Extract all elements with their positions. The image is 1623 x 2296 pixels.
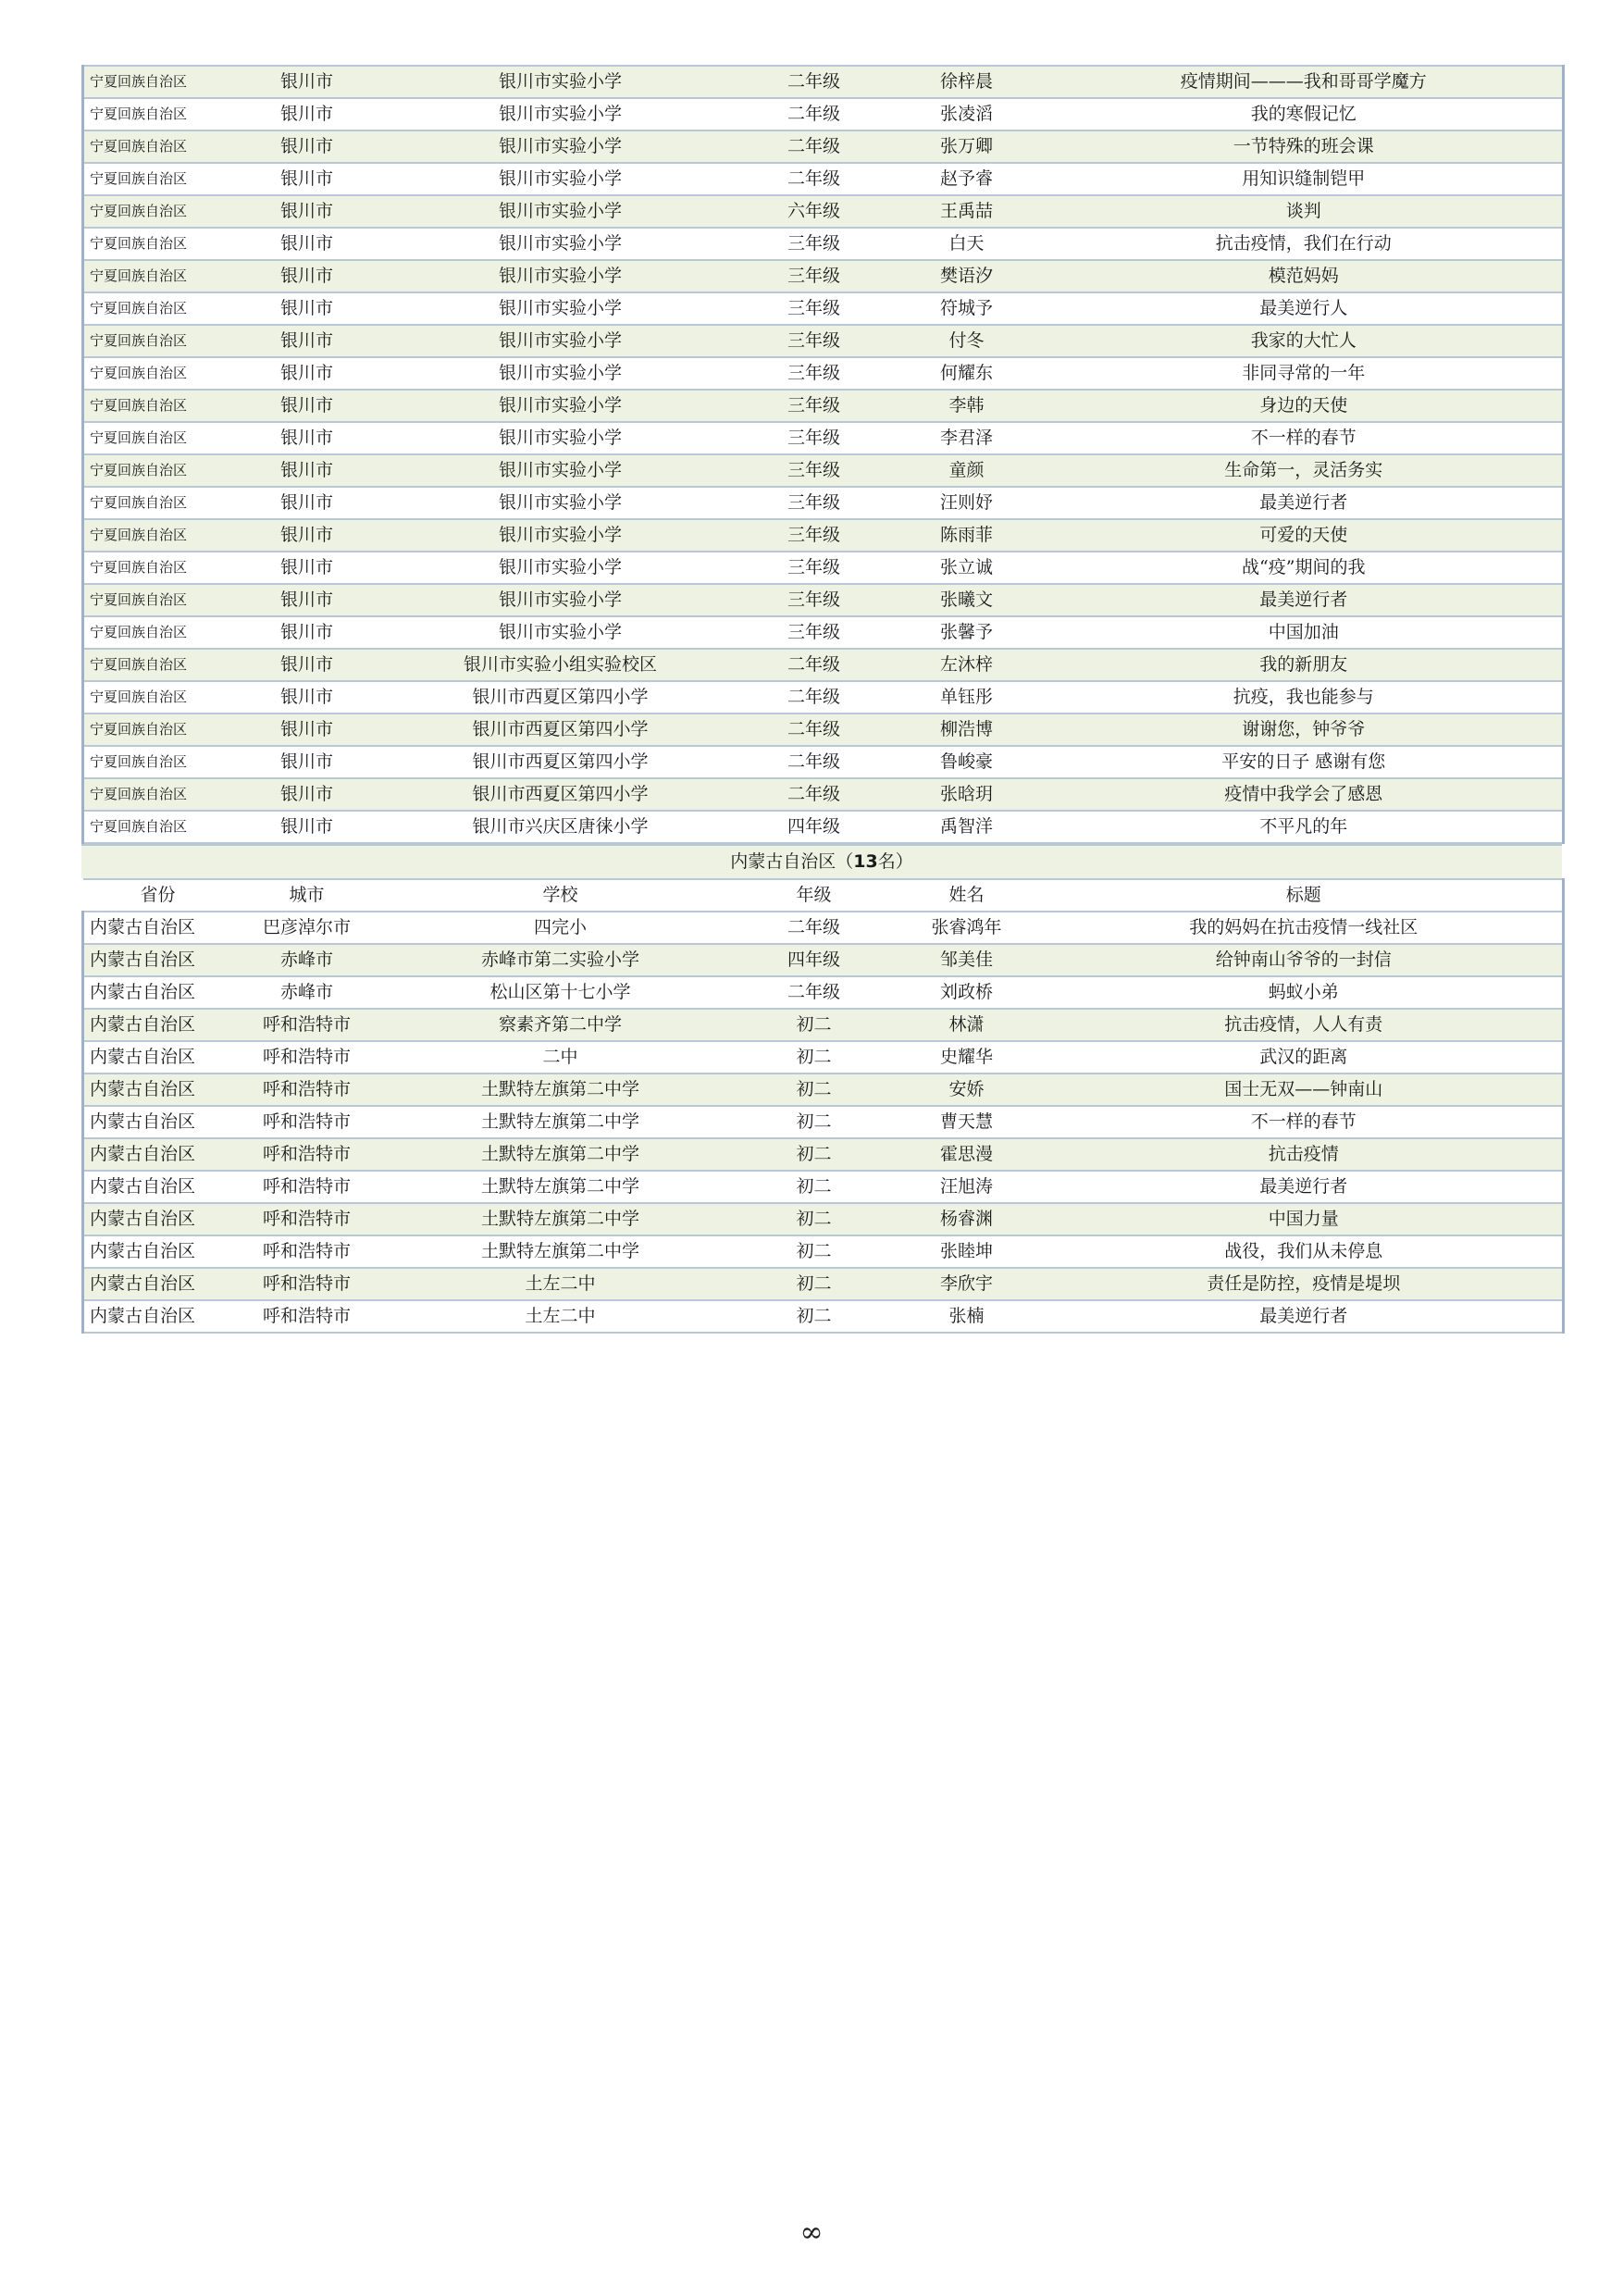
cell-city: 银川市 [233, 66, 381, 98]
table-row [83, 912, 1564, 944]
cell-city: 银川市 [233, 422, 381, 454]
cell-school: 二中 [381, 1041, 740, 1074]
cell-grade: 初二 [740, 1235, 888, 1268]
cell-city: 银川市 [233, 616, 381, 649]
cell-name: 左沐梓 [888, 649, 1046, 681]
cell-name: 张凌滔 [888, 98, 1046, 130]
table-row [83, 1235, 1564, 1268]
table-row [83, 714, 1564, 746]
cell-school: 银川市实验小学 [381, 584, 740, 616]
cell-province: 宁夏回族自治区 [83, 325, 233, 357]
header-province: 省份 [83, 879, 233, 912]
cell-city: 呼和浩特市 [233, 1300, 381, 1333]
cell-title: 战“疫”期间的我 [1046, 552, 1564, 584]
cell-school: 银川市实验小学 [381, 130, 740, 163]
cell-school: 土默特左旗第二中学 [381, 1138, 740, 1171]
cell-grade: 初二 [740, 1041, 888, 1074]
cell-name: 张睿鸿年 [888, 912, 1046, 944]
cell-school: 土默特左旗第二中学 [381, 1106, 740, 1138]
cell-school: 银川市实验小学 [381, 66, 740, 98]
cell-grade: 四年级 [740, 811, 888, 843]
cell-grade: 二年级 [740, 649, 888, 681]
cell-title: 给钟南山爷爷的一封信 [1046, 944, 1564, 976]
cell-title: 平安的日子 感谢有您 [1046, 746, 1564, 778]
table-row [83, 778, 1564, 811]
cell-province: 宁夏回族自治区 [83, 746, 233, 778]
cell-city: 银川市 [233, 357, 381, 390]
cell-province: 宁夏回族自治区 [83, 649, 233, 681]
table-row [83, 552, 1564, 584]
cell-title: 中国力量 [1046, 1203, 1564, 1235]
cell-city: 呼和浩特市 [233, 1009, 381, 1041]
cell-grade: 三年级 [740, 552, 888, 584]
cell-province: 内蒙古自治区 [83, 1138, 233, 1171]
cell-name: 童颜 [888, 454, 1046, 487]
cell-school: 银川市西夏区第四小学 [381, 746, 740, 778]
cell-province: 宁夏回族自治区 [83, 811, 233, 843]
cell-title: 不一样的春节 [1046, 422, 1564, 454]
cell-name: 汪旭涛 [888, 1171, 1046, 1203]
cell-title: 最美逆行者 [1046, 1300, 1564, 1333]
section-title-neimenggu [81, 844, 1562, 878]
cell-city: 呼和浩特市 [233, 1074, 381, 1106]
cell-name: 张睦坤 [888, 1235, 1046, 1268]
cell-grade: 初二 [740, 1106, 888, 1138]
cell-school: 银川市实验小学 [381, 422, 740, 454]
cell-grade: 三年级 [740, 487, 888, 519]
cell-city: 银川市 [233, 390, 381, 422]
cell-city: 银川市 [233, 130, 381, 163]
table-row [83, 616, 1564, 649]
cell-province: 内蒙古自治区 [83, 944, 233, 976]
cell-title: 我的寒假记忆 [1046, 98, 1564, 130]
header-city: 城市 [233, 879, 381, 912]
table-row [83, 98, 1564, 130]
table-row [83, 422, 1564, 454]
cell-city: 银川市 [233, 811, 381, 843]
cell-name: 符城予 [888, 292, 1046, 325]
cell-grade: 二年级 [740, 912, 888, 944]
table-row [83, 976, 1564, 1009]
cell-school: 银川市实验小学 [381, 357, 740, 390]
cell-name: 刘政桥 [888, 976, 1046, 1009]
cell-title: 国士无双——钟南山 [1046, 1074, 1564, 1106]
table-row [83, 325, 1564, 357]
cell-school: 银川市实验小学 [381, 228, 740, 260]
cell-school: 银川市实验小学 [381, 487, 740, 519]
cell-city: 银川市 [233, 487, 381, 519]
cell-grade: 二年级 [740, 66, 888, 98]
table-row [83, 260, 1564, 292]
cell-grade: 四年级 [740, 944, 888, 976]
cell-name: 邹美佳 [888, 944, 1046, 976]
cell-name: 张晗玥 [888, 778, 1046, 811]
cell-grade: 初二 [740, 1009, 888, 1041]
table-row [83, 228, 1564, 260]
cell-grade: 二年级 [740, 130, 888, 163]
cell-province: 内蒙古自治区 [83, 912, 233, 944]
cell-title: 一节特殊的班会课 [1046, 130, 1564, 163]
cell-name: 张万卿 [888, 130, 1046, 163]
cell-name: 何耀东 [888, 357, 1046, 390]
cell-grade: 初二 [740, 1268, 888, 1300]
section-title-count: 13 [853, 851, 878, 872]
cell-title: 抗击疫情，人人有责 [1046, 1009, 1564, 1041]
cell-province: 宁夏回族自治区 [83, 228, 233, 260]
cell-grade: 二年级 [740, 778, 888, 811]
cell-province: 内蒙古自治区 [83, 1074, 233, 1106]
cell-city: 银川市 [233, 228, 381, 260]
cell-city: 银川市 [233, 714, 381, 746]
cell-province: 宁夏回族自治区 [83, 616, 233, 649]
cell-title: 抗击疫情 [1046, 1138, 1564, 1171]
header-grade: 年级 [740, 879, 888, 912]
cell-title: 模范妈妈 [1046, 260, 1564, 292]
cell-title: 武汉的距离 [1046, 1041, 1564, 1074]
cell-name: 曹天慧 [888, 1106, 1046, 1138]
cell-title: 疫情中我学会了感恩 [1046, 778, 1564, 811]
cell-province: 宁夏回族自治区 [83, 681, 233, 714]
cell-city: 呼和浩特市 [233, 1171, 381, 1203]
cell-school: 银川市实验小学 [381, 98, 740, 130]
cell-province: 内蒙古自治区 [83, 1106, 233, 1138]
cell-school: 土左二中 [381, 1300, 740, 1333]
cell-name: 史耀华 [888, 1041, 1046, 1074]
table-row [83, 292, 1564, 325]
cell-province: 内蒙古自治区 [83, 976, 233, 1009]
table-row [83, 487, 1564, 519]
cell-province: 宁夏回族自治区 [83, 422, 233, 454]
cell-school: 银川市实验小学 [381, 325, 740, 357]
cell-school: 赤峰市第二实验小学 [381, 944, 740, 976]
cell-grade: 六年级 [740, 195, 888, 228]
cell-title: 不一样的春节 [1046, 1106, 1564, 1138]
cell-city: 呼和浩特市 [233, 1235, 381, 1268]
cell-province: 宁夏回族自治区 [83, 260, 233, 292]
cell-school: 银川市实验小学 [381, 552, 740, 584]
cell-name: 张楠 [888, 1300, 1046, 1333]
table-row [83, 944, 1564, 976]
cell-school: 银川市实验小学 [381, 390, 740, 422]
table-row [83, 1138, 1564, 1171]
cell-grade: 三年级 [740, 292, 888, 325]
cell-school: 银川市实验小学 [381, 616, 740, 649]
neimenggu-table [81, 878, 1565, 1334]
cell-school: 银川市实验小组实验校区 [381, 649, 740, 681]
table-row [83, 130, 1564, 163]
cell-province: 宁夏回族自治区 [83, 519, 233, 552]
cell-title: 最美逆行人 [1046, 292, 1564, 325]
cell-province: 内蒙古自治区 [83, 1268, 233, 1300]
cell-name: 杨睿渊 [888, 1203, 1046, 1235]
cell-title: 生命第一，灵活务实 [1046, 454, 1564, 487]
table-row [83, 195, 1564, 228]
cell-school: 银川市实验小学 [381, 260, 740, 292]
cell-province: 宁夏回族自治区 [83, 163, 233, 195]
cell-name: 林潇 [888, 1009, 1046, 1041]
table-row [83, 163, 1564, 195]
cell-city: 银川市 [233, 454, 381, 487]
cell-title: 中国加油 [1046, 616, 1564, 649]
cell-grade: 三年级 [740, 454, 888, 487]
cell-city: 银川市 [233, 584, 381, 616]
cell-name: 安娇 [888, 1074, 1046, 1106]
table-row [83, 357, 1564, 390]
table-row [83, 1106, 1564, 1138]
cell-name: 王禹喆 [888, 195, 1046, 228]
cell-province: 宁夏回族自治区 [83, 292, 233, 325]
cell-province: 内蒙古自治区 [83, 1171, 233, 1203]
cell-province: 宁夏回族自治区 [83, 487, 233, 519]
cell-name: 张馨予 [888, 616, 1046, 649]
cell-name: 柳浩博 [888, 714, 1046, 746]
cell-province: 宁夏回族自治区 [83, 778, 233, 811]
cell-title: 我的新朋友 [1046, 649, 1564, 681]
cell-school: 四完小 [381, 912, 740, 944]
cell-grade: 初二 [740, 1138, 888, 1171]
cell-grade: 二年级 [740, 681, 888, 714]
cell-title: 谢谢您，钟爷爷 [1046, 714, 1564, 746]
cell-title: 不平凡的年 [1046, 811, 1564, 843]
cell-school: 银川市实验小学 [381, 163, 740, 195]
cell-city: 银川市 [233, 98, 381, 130]
cell-province: 宁夏回族自治区 [83, 714, 233, 746]
cell-title: 蚂蚁小弟 [1046, 976, 1564, 1009]
cell-province: 宁夏回族自治区 [83, 195, 233, 228]
table-row [83, 1009, 1564, 1041]
table-row [83, 1300, 1564, 1333]
cell-name: 汪则妤 [888, 487, 1046, 519]
cell-city: 银川市 [233, 778, 381, 811]
cell-city: 呼和浩特市 [233, 1041, 381, 1074]
cell-school: 土默特左旗第二中学 [381, 1171, 740, 1203]
cell-city: 呼和浩特市 [233, 1203, 381, 1235]
cell-title: 我的妈妈在抗击疫情一线社区 [1046, 912, 1564, 944]
table-row [83, 1074, 1564, 1106]
cell-province: 宁夏回族自治区 [83, 66, 233, 98]
cell-name: 李欣宇 [888, 1268, 1046, 1300]
table-row [83, 66, 1564, 98]
table-row [83, 390, 1564, 422]
header-row [83, 879, 1564, 912]
table-row [83, 1268, 1564, 1300]
cell-title: 谈判 [1046, 195, 1564, 228]
cell-province: 宁夏回族自治区 [83, 454, 233, 487]
table-row [83, 649, 1564, 681]
cell-province: 宁夏回族自治区 [83, 390, 233, 422]
cell-name: 白天 [888, 228, 1046, 260]
cell-grade: 三年级 [740, 357, 888, 390]
cell-city: 银川市 [233, 552, 381, 584]
cell-name: 李君泽 [888, 422, 1046, 454]
cell-province: 内蒙古自治区 [83, 1041, 233, 1074]
cell-province: 宁夏回族自治区 [83, 130, 233, 163]
cell-grade: 三年级 [740, 228, 888, 260]
cell-title: 战役，我们从未停息 [1046, 1235, 1564, 1268]
cell-grade: 三年级 [740, 260, 888, 292]
cell-city: 银川市 [233, 746, 381, 778]
cell-grade: 二年级 [740, 746, 888, 778]
cell-title: 最美逆行者 [1046, 1171, 1564, 1203]
cell-province: 宁夏回族自治区 [83, 98, 233, 130]
cell-grade: 二年级 [740, 714, 888, 746]
cell-school: 察素齐第二中学 [381, 1009, 740, 1041]
table-row [83, 1041, 1564, 1074]
cell-city: 赤峰市 [233, 944, 381, 976]
cell-title: 最美逆行者 [1046, 487, 1564, 519]
ningxia-table [81, 65, 1565, 844]
cell-name: 付冬 [888, 325, 1046, 357]
cell-name: 李韩 [888, 390, 1046, 422]
cell-city: 银川市 [233, 163, 381, 195]
cell-grade: 三年级 [740, 616, 888, 649]
cell-city: 呼和浩特市 [233, 1106, 381, 1138]
cell-grade: 初二 [740, 1074, 888, 1106]
cell-title: 非同寻常的一年 [1046, 357, 1564, 390]
neimenggu-table-body [83, 879, 1564, 1333]
cell-title: 疫情期间———我和哥哥学魔方 [1046, 66, 1564, 98]
cell-grade: 二年级 [740, 98, 888, 130]
cell-name: 禹智洋 [888, 811, 1046, 843]
cell-grade: 三年级 [740, 390, 888, 422]
cell-city: 呼和浩特市 [233, 1138, 381, 1171]
cell-title: 可爱的天使 [1046, 519, 1564, 552]
header-name: 姓名 [888, 879, 1046, 912]
cell-name: 张曦文 [888, 584, 1046, 616]
cell-city: 银川市 [233, 519, 381, 552]
cell-title: 抗击疫情，我们在行动 [1046, 228, 1564, 260]
cell-name: 陈雨菲 [888, 519, 1046, 552]
cell-province: 内蒙古自治区 [83, 1300, 233, 1333]
cell-title: 用知识缝制铠甲 [1046, 163, 1564, 195]
cell-city: 银川市 [233, 292, 381, 325]
section-title-prefix: 内蒙古自治区（ [730, 851, 854, 872]
cell-city: 银川市 [233, 195, 381, 228]
cell-school: 松山区第十七小学 [381, 976, 740, 1009]
cell-grade: 三年级 [740, 422, 888, 454]
table-row [83, 584, 1564, 616]
table-row [83, 1171, 1564, 1203]
cell-grade: 三年级 [740, 584, 888, 616]
cell-city: 银川市 [233, 325, 381, 357]
cell-province: 内蒙古自治区 [83, 1009, 233, 1041]
cell-province: 宁夏回族自治区 [83, 584, 233, 616]
cell-school: 银川市实验小学 [381, 195, 740, 228]
cell-province: 宁夏回族自治区 [83, 357, 233, 390]
section-title-suffix: 名） [877, 851, 913, 872]
cell-school: 土左二中 [381, 1268, 740, 1300]
cell-grade: 初二 [740, 1300, 888, 1333]
cell-title: 最美逆行者 [1046, 584, 1564, 616]
ningxia-table-body [83, 66, 1564, 843]
table-row [83, 811, 1564, 843]
cell-name: 樊语汐 [888, 260, 1046, 292]
cell-school: 银川市实验小学 [381, 454, 740, 487]
cell-grade: 二年级 [740, 976, 888, 1009]
cell-school: 土默特左旗第二中学 [381, 1235, 740, 1268]
cell-province: 内蒙古自治区 [83, 1203, 233, 1235]
cell-school: 银川市西夏区第四小学 [381, 714, 740, 746]
cell-school: 银川市西夏区第四小学 [381, 778, 740, 811]
cell-grade: 三年级 [740, 519, 888, 552]
cell-grade: 三年级 [740, 325, 888, 357]
cell-city: 银川市 [233, 681, 381, 714]
cell-name: 单钰彤 [888, 681, 1046, 714]
cell-school: 土默特左旗第二中学 [381, 1074, 740, 1106]
cell-school: 银川市兴庆区唐徕小学 [381, 811, 740, 843]
cell-title: 我家的大忙人 [1046, 325, 1564, 357]
cell-title: 责任是防控，疫情是堤坝 [1046, 1268, 1564, 1300]
cell-city: 银川市 [233, 260, 381, 292]
cell-title: 身边的天使 [1046, 390, 1564, 422]
cell-school: 银川市实验小学 [381, 292, 740, 325]
page-number: ∞ [799, 2216, 824, 2249]
cell-city: 银川市 [233, 649, 381, 681]
cell-name: 霍思漫 [888, 1138, 1046, 1171]
cell-school: 银川市西夏区第四小学 [381, 681, 740, 714]
table-row [83, 681, 1564, 714]
cell-school: 土默特左旗第二中学 [381, 1203, 740, 1235]
cell-city: 呼和浩特市 [233, 1268, 381, 1300]
cell-province: 宁夏回族自治区 [83, 552, 233, 584]
cell-name: 徐梓晨 [888, 66, 1046, 98]
table-row [83, 746, 1564, 778]
cell-grade: 初二 [740, 1203, 888, 1235]
cell-grade: 二年级 [740, 163, 888, 195]
cell-city: 巴彦淖尔市 [233, 912, 381, 944]
cell-title: 抗疫，我也能参与 [1046, 681, 1564, 714]
cell-province: 内蒙古自治区 [83, 1235, 233, 1268]
table-row [83, 454, 1564, 487]
header-title: 标题 [1046, 879, 1564, 912]
document-page [81, 65, 1562, 1334]
table-row [83, 519, 1564, 552]
cell-name: 鲁峻豪 [888, 746, 1046, 778]
cell-school: 银川市实验小学 [381, 519, 740, 552]
cell-city: 赤峰市 [233, 976, 381, 1009]
cell-name: 赵予睿 [888, 163, 1046, 195]
header-school: 学校 [381, 879, 740, 912]
cell-grade: 初二 [740, 1171, 888, 1203]
cell-name: 张立诚 [888, 552, 1046, 584]
table-row [83, 1203, 1564, 1235]
